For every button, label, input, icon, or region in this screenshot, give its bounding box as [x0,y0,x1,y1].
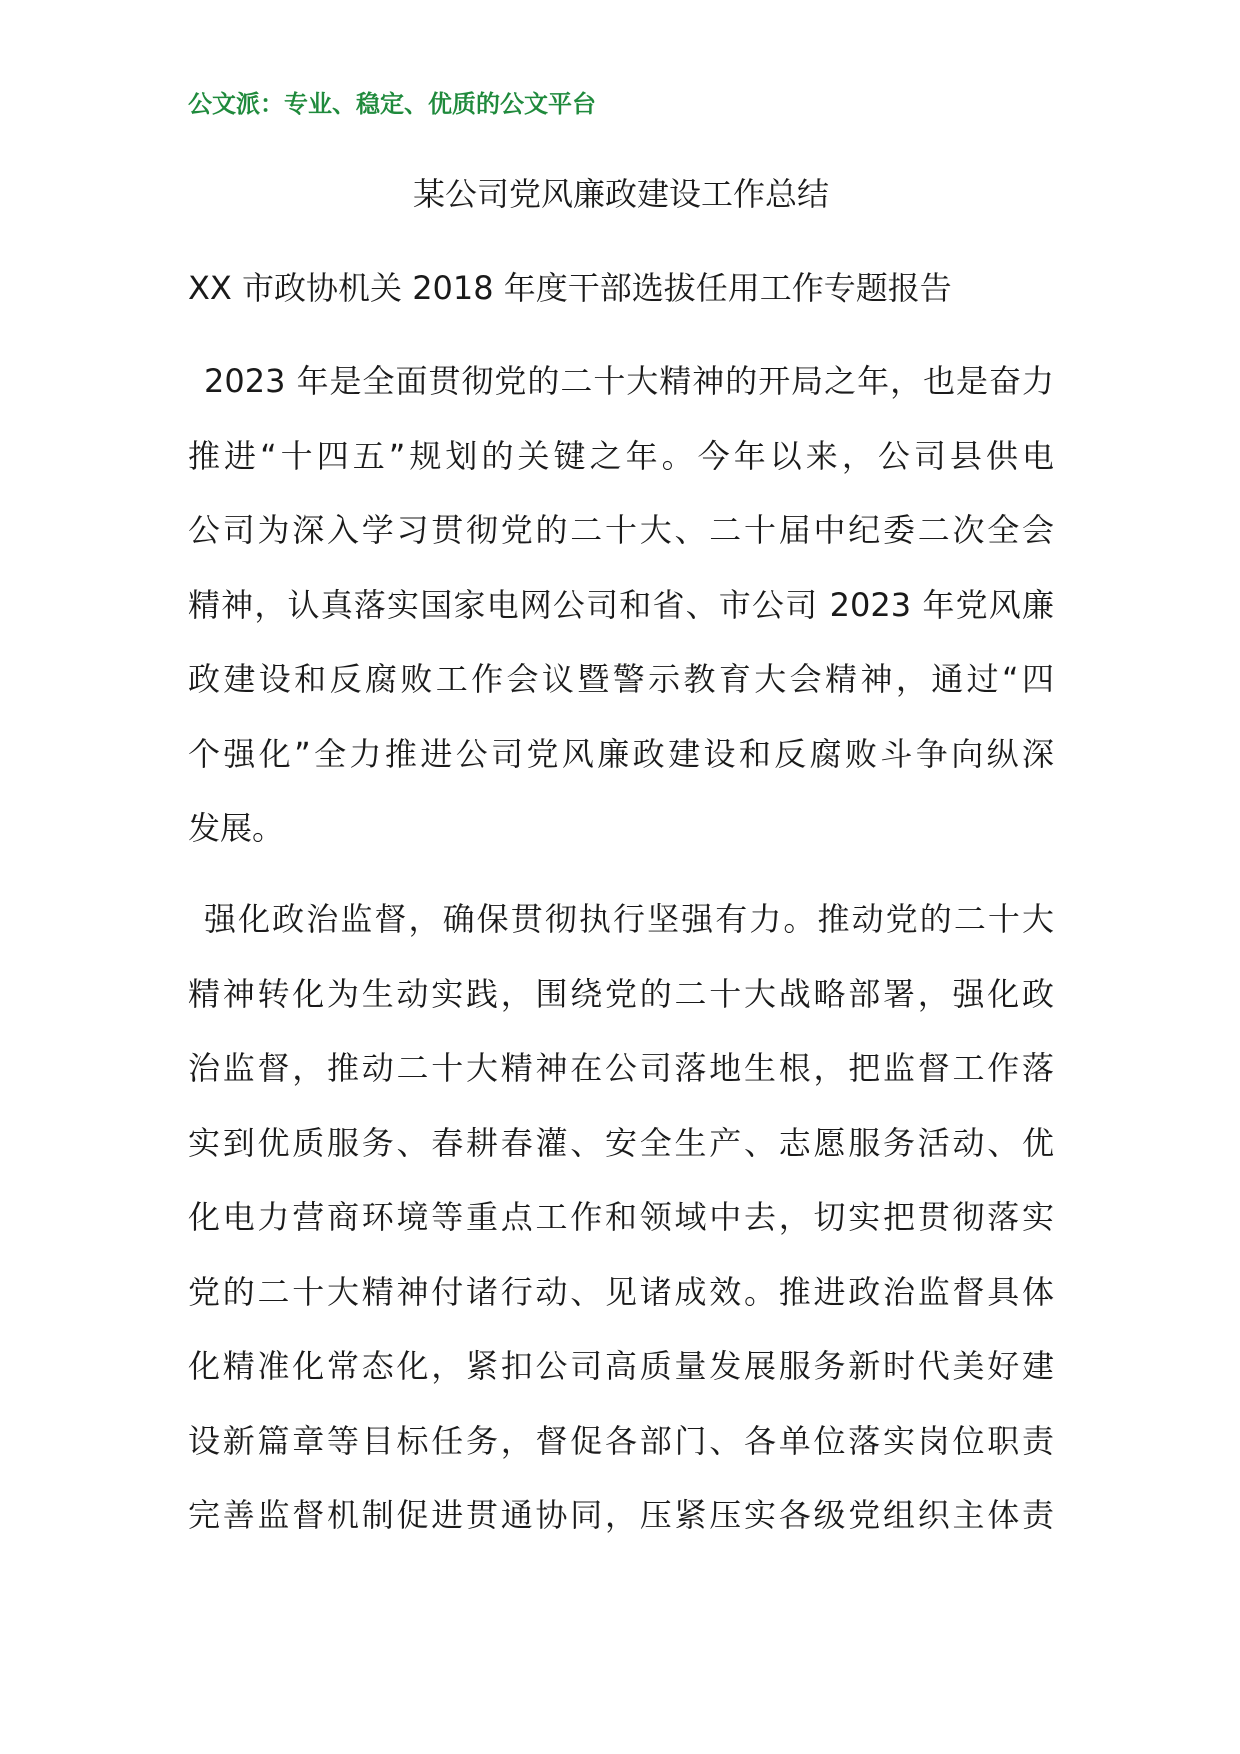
paragraph-line: 设新篇章等目标任务，督促各部门、各单位落实岗位职责 [188,1421,1054,1460]
paragraph-line: 治监督，推动二十大精神在公司落地生根，把监督工作落 [188,1049,1054,1087]
document-subtitle: XX 市政协机关 2018 年度干部选拔任用工作专题报告 [188,269,952,307]
body-paragraph [188,344,1054,866]
paragraph-line: 发展。 [188,809,285,847]
paragraph-line: 公司为深入学习贯彻党的二十大、二十届中纪委二次全会 [188,511,1054,549]
paragraph-line: 实到优质服务、春耕春灌、安全生产、志愿服务活动、优 [188,1123,1054,1162]
paragraph-line: 强化政治监督，确保贯彻执行坚强有力。推动党的二十大 [204,900,1054,938]
body-paragraph [188,882,1054,1553]
paragraph-line: 化电力营商环境等重点工作和领域中去，切实把贯彻落实 [188,1198,1054,1236]
paragraph-line: 政建设和反腐败工作会议暨警示教育大会精神，通过“四 [188,660,1054,698]
paragraph-line: 化精准化常态化，紧扣公司高质量发展服务新时代美好建 [188,1347,1054,1385]
paragraph-line: 推进“十四五”规划的关键之年。今年以来，公司县供电 [188,436,1054,475]
paragraph-line: 2023 年是全面贯彻党的二十大精神的开局之年，也是奋力 [204,362,1054,400]
paragraph-line: 精神转化为生动实践，围绕党的二十大战略部署，强化政 [188,974,1054,1013]
document-title: 某公司党风廉政建设工作总结 [412,175,829,213]
paragraph-line: 党的二十大精神付诸行动、见诸成效。推进政治监督具体 [188,1272,1054,1311]
header-tagline: 公文派：专业、稳定、优质的公文平台 [188,90,596,118]
paragraph-line: 精神，认真落实国家电网公司和省、市公司 2023 年党风廉 [188,585,1054,624]
paragraph-line: 个强化”全力推进公司党风廉政建设和反腐败斗争向纵深 [188,734,1054,773]
paragraph-line: 完善监督机制促进贯通协同，压紧压实各级党组织主体责 [188,1496,1054,1534]
